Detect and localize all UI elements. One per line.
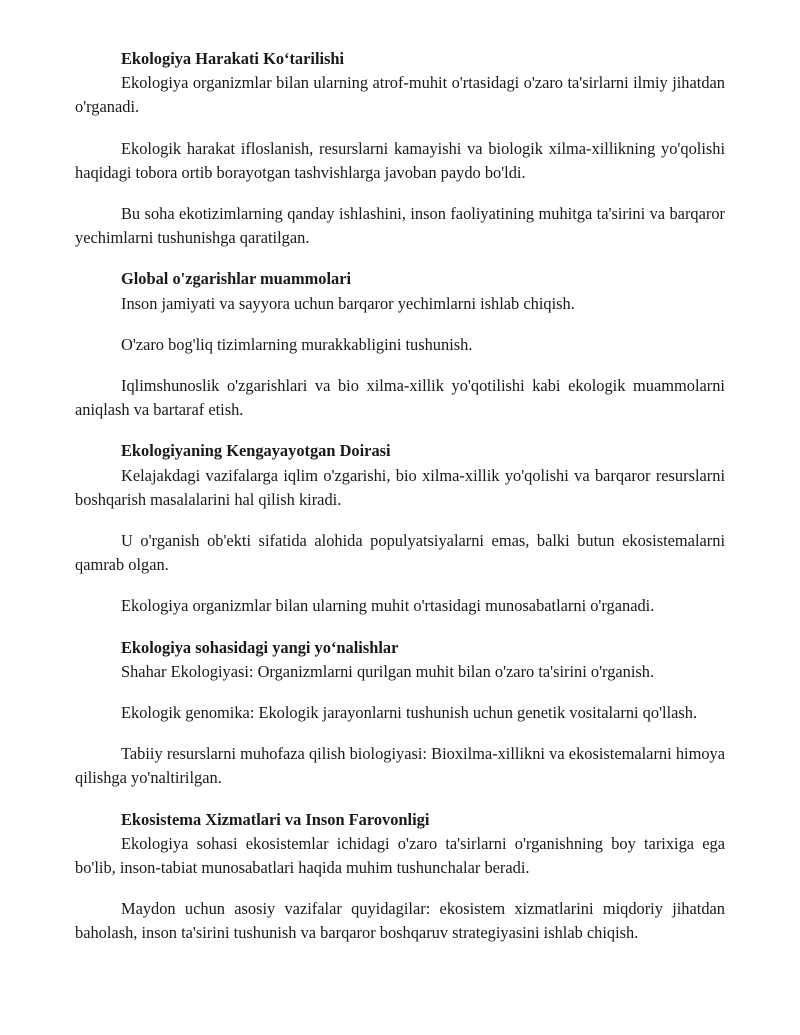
paragraph: Kelajakdagi vazifalarga iqlim o'zgarishi, bio xilma-xillik yo'qolishi va barqaror resurslarni boshqarish masalalarini hal qilish kiradi. [75, 465, 725, 509]
section-heading: Ekologiyaning Kengayayotgan Doirasi [121, 441, 391, 461]
paragraph: Bu soha ekotizimlarning qanday ishlashini, inson faoliyatining muhitga ta'sirini va barqaror yechimlarni tushunishga qaratilgan. [75, 204, 725, 248]
section-global-ozgarishlar [75, 267, 725, 422]
section-heading: Ekosistema Xizmatlari va Inson Farovonligi [121, 809, 430, 829]
paragraph: Ekologiya organizmlar bilan ularning atrof-muhit o'rtasidagi o'zaro ta'sirlarni ilmiy jihatdan o'rganadi. [75, 73, 725, 117]
paragraph: O'zaro bog'liq tizimlarning murakkabligini tushunish. [121, 334, 473, 354]
paragraph: U o'rganish ob'ekti sifatida alohida populyatsiyalarni emas, balki butun ekosistemalarni qamrab olgan. [75, 531, 725, 575]
paragraph: Ekologiya sohasi ekosistemlar ichidagi o'zaro ta'sirlarni o'rganishning boy tarixiga ega bo'lib, inson-tabiat munosabatlari haqida muhim tushunchalar beradi. [75, 833, 725, 878]
section-heading: Ekologiya Harakati Koʻtarilishi [121, 49, 345, 68]
section-yangi-yonalishlar [75, 636, 725, 791]
paragraph: Inson jamiyati va sayyora uchun barqaror yechimlarni ishlab chiqish. [121, 293, 575, 313]
paragraph: Ekologik genomika: Ekologik jarayonlarni tushunish uchun genetik vositalarni qo'llash. [121, 703, 698, 723]
section-ekologiya-harakati [75, 47, 725, 250]
paragraph: Shahar Ekologiyasi: Organizmlarni qurilgan muhit bilan o'zaro ta'sirini o'rganish. [121, 661, 655, 681]
section-heading: Global o'zgarishlar muammolari [121, 269, 352, 289]
paragraph: Tabiiy resurslarni muhofaza qilish biologiyasi: Bioxilma-xillikni va ekosistemalarni himoya qilishga yo'naltirilgan. [75, 744, 725, 788]
paragraph: Maydon uchun asosiy vazifalar quyidagilar: ekosistem xizmatlarini miqdoriy jihatdan baholash, inson ta'sirini tushunish va barqaror boshqaruv strategiyasini ishlab chiqish. [75, 899, 725, 943]
paragraph: Ekologiya organizmlar bilan ularning muhit o'rtasidagi munosabatlarni o'rganadi. [121, 596, 655, 616]
document-page [75, 47, 725, 946]
paragraph: Ekologik harakat ifloslanish, resurslarni kamayishi va biologik xilma-xillikning yo'qolishi haqidagi tobora ortib borayotgan tashvishlarga javoban paydo bo'ldi. [75, 138, 725, 182]
section-heading: Ekologiya sohasidagi yangi yoʻnalishlar [121, 637, 399, 657]
section-ekosistema-xizmatlari [75, 808, 725, 946]
section-kengayayotgan-doirasi [75, 439, 725, 618]
paragraph: Iqlimshunoslik o'zgarishlari va bio xilma-xillik yo'qotilishi kabi ekologik muammolarni aniqlash va bartaraf etish. [75, 376, 725, 420]
